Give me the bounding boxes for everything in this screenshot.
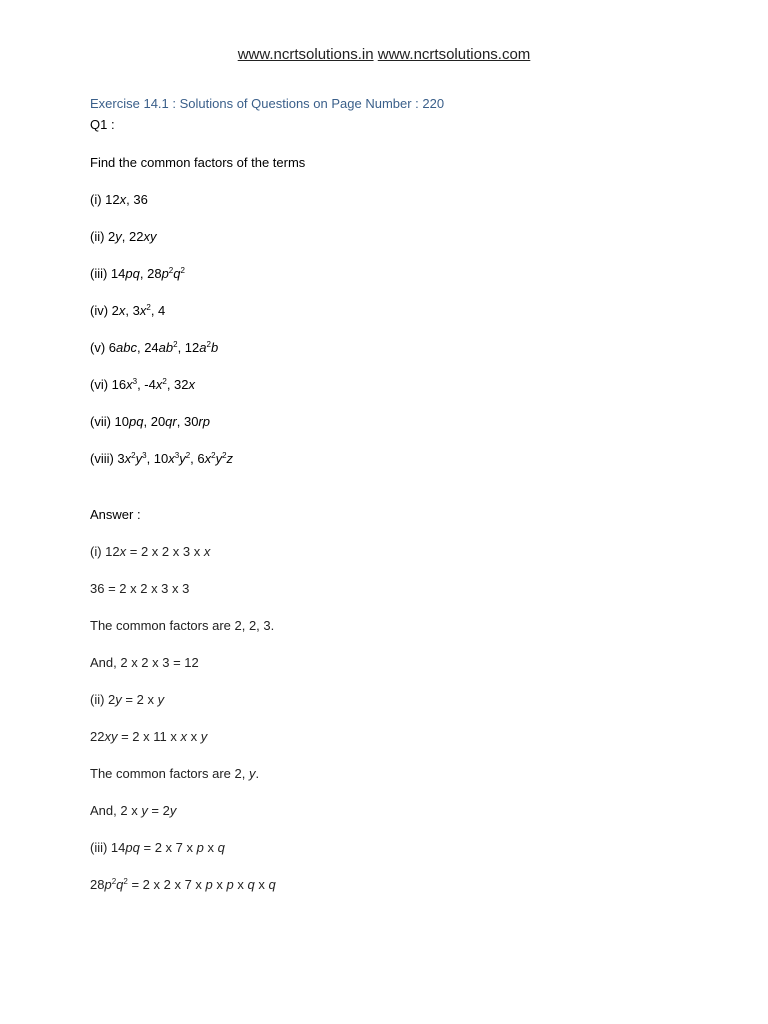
answer-line-6: 22xy = 2 x 11 x x x y (90, 729, 208, 744)
part-iv: (iv) 2x, $3x^2$, 4 (90, 303, 166, 318)
answer-line-5: (ii) 2y = 2 x y (90, 692, 165, 707)
answer-line-9: (iii) 14pq = 2 x 7 x p x q (90, 840, 225, 855)
part-vi: (vi) $16x^3$, $-4x^2$, 32x (90, 377, 196, 392)
website-link-com[interactable]: www.ncrtsolutions.com (377, 46, 531, 63)
part-vii: (vii) 10pq, 20qr, 30rp (90, 414, 210, 429)
exercise-title: Exercise 14.1 : Solutions of Questions on Page Number : 220 (90, 96, 445, 111)
answer-line-1: (i) 12x = 2 x 2 x 3 x x (90, 544, 211, 559)
answer-line-8: And, 2 x y = 2y (90, 803, 177, 818)
part-v: (v) 6abc, $24ab^2$, $12a^2b$ (90, 340, 219, 355)
part-ii: (ii) 2y, 22xy (90, 229, 157, 244)
question-label: Q1 : (90, 117, 115, 132)
answer-label: Answer : (90, 507, 141, 522)
part-i: (i) 12x, 36 (90, 192, 148, 207)
part-iii: (iii) 14pq, $28p^2q^2$ (90, 266, 185, 281)
answer-line-4: And, 2 x 2 x 3 = 12 (90, 655, 199, 670)
answer-line-3: The common factors are 2, 2, 3. (90, 618, 275, 633)
page-header (0, 46, 768, 63)
answer-line-7: The common factors are 2, y. (90, 766, 260, 781)
answer-line-2: 36 = 2 x 2 x 3 x 3 (90, 581, 190, 596)
question-text: Find the common factors of the terms (90, 155, 306, 170)
website-link-in[interactable]: www.ncrtsolutions.in (237, 46, 374, 63)
part-viii: (viii) $3x^2y^3$, $10x^3y^2$, $6x^2y^2z$ (90, 451, 234, 466)
answer-line-10: $28p^2q^2 = 2$ x 2 x 7 x p x p x q x q (90, 877, 276, 892)
